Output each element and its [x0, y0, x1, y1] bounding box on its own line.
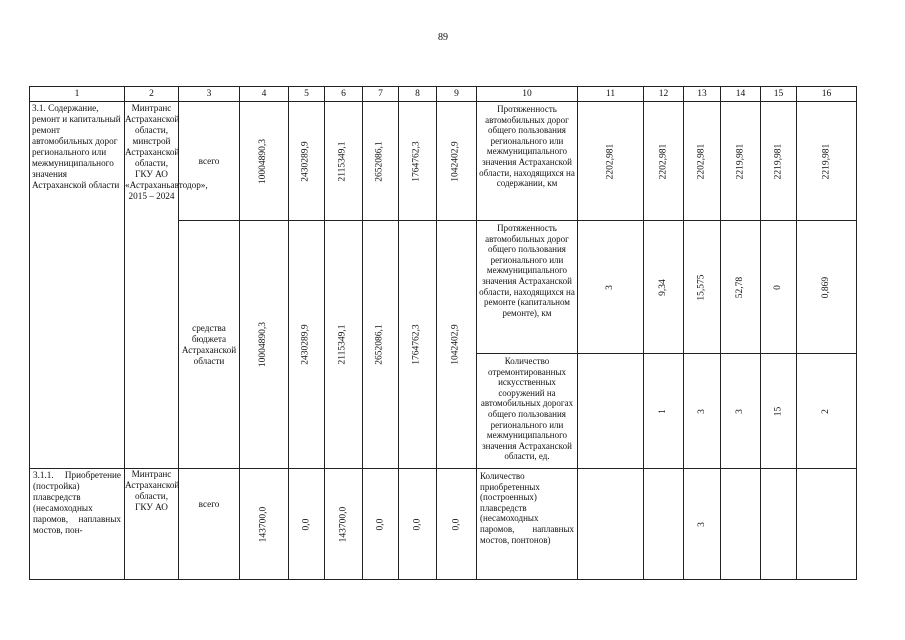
funding-source-cell: всего [179, 102, 240, 221]
indicator-value-cell [684, 102, 721, 221]
indicator-cell: Количество приобретенных (построенных) плавсредств (несамоходных паромов, наплавных мостов, понтонов) [477, 469, 578, 580]
measure-name-cell: 3.1. Содержание, ремонт и капитальный ремонт автомобильных дорог регионального или межмуниципального значения Астраханской области [30, 102, 125, 469]
value-cell [289, 221, 325, 469]
value-cell [399, 102, 437, 221]
indicator-cell: Протяженность автомобильных дорог общего пользования регионального или межмуниципального значения Астраханской области, находящихся на содержании, км [477, 102, 578, 221]
value-text: 143700,0 [338, 506, 348, 542]
indicator-value-cell [684, 221, 721, 354]
value-text: 1042402,9 [451, 140, 461, 182]
indicator-value-cell [721, 102, 761, 221]
indicator-value: 9,34 [658, 278, 668, 296]
value-text: 10004890,3 [258, 321, 269, 368]
indicator-value-cell [644, 469, 684, 580]
indicator-value-cell [797, 469, 857, 580]
indicator-value-cell [721, 469, 761, 580]
value-cell [325, 102, 363, 221]
value-text: 143700,0 [258, 506, 269, 542]
table-row [30, 102, 857, 221]
header-cell: 16 [797, 87, 857, 102]
value-cell [240, 102, 289, 221]
value-cell [363, 221, 399, 469]
header-row [30, 87, 857, 102]
value-cell [240, 221, 289, 469]
header-cell: 4 [240, 87, 289, 102]
indicator-value: 3 [696, 521, 707, 527]
indicator-value-cell [578, 102, 644, 221]
indicator-value: 2219,981 [773, 143, 783, 179]
indicator-value-cell [721, 354, 761, 469]
table-row [30, 469, 857, 580]
indicator-value-cell [578, 221, 644, 354]
indicator-cell: Количество отремонтированных искусственных сооружений на автомобильных дорогах общего пользования регионального или межмуниципального значения Астраханской области, ед. [477, 354, 578, 469]
funding-source-cell: средства бюджета Астраханской области [179, 221, 240, 469]
header-cell: 2 [125, 87, 179, 102]
value-cell [399, 221, 437, 469]
header-cell: 9 [437, 87, 477, 102]
value-text: 2652086,1 [375, 140, 385, 182]
indicator-value: 0,869 [821, 276, 831, 298]
value-text: 1764762,3 [412, 324, 422, 365]
indicator-value-cell [578, 354, 644, 469]
value-text: 2115349,1 [338, 140, 348, 182]
header-cell: 1 [30, 87, 125, 102]
indicator-value: 1 [658, 408, 668, 414]
header-cell: 14 [721, 87, 761, 102]
indicator-value-cell [761, 469, 797, 580]
indicator-value: 3 [605, 284, 615, 290]
value-text: 1764762,3 [412, 140, 422, 182]
indicator-value: 2202,981 [696, 143, 707, 179]
indicator-value-cell [684, 354, 721, 469]
executor-cell: Минтранс Астраханской области, ГКУ АО [125, 469, 179, 580]
indicator-value-cell [644, 221, 684, 354]
value-text: 0,0 [412, 518, 422, 530]
indicator-value-cell [797, 102, 857, 221]
value-text: 2430289,9 [301, 140, 311, 182]
header-cell: 3 [179, 87, 240, 102]
value-text: 2652086,1 [375, 324, 385, 365]
value-cell [240, 469, 289, 580]
measure-name-cell: 3.1.1. Приобретение (постройка) плавсредств (несамоходных паромов, наплавных мостов, пон- [30, 469, 125, 580]
header-cell: 7 [363, 87, 399, 102]
indicator-value-cell [721, 221, 761, 354]
value-cell [399, 469, 437, 580]
indicator-value: 2219,981 [735, 143, 745, 179]
value-cell [289, 469, 325, 580]
indicator-value: 2219,981 [821, 143, 831, 179]
value-cell [363, 469, 399, 580]
value-cell [325, 221, 363, 469]
indicator-value: 2 [821, 408, 831, 414]
value-text: 2115349,1 [338, 324, 348, 365]
value-text: 0,0 [375, 518, 385, 530]
header-cell: 15 [761, 87, 797, 102]
value-text: 1042402,9 [451, 324, 461, 365]
header-cell: 11 [578, 87, 644, 102]
header-cell: 6 [325, 87, 363, 102]
header-cell: 5 [289, 87, 325, 102]
indicator-value-cell [761, 354, 797, 469]
indicator-value-cell [578, 469, 644, 580]
header-cell: 13 [684, 87, 721, 102]
indicator-value: 2202,981 [605, 143, 615, 179]
indicator-value: 2202,981 [658, 143, 668, 179]
indicator-value: 0 [773, 284, 783, 290]
value-cell [437, 221, 477, 469]
indicator-value-cell [644, 354, 684, 469]
value-text: 0,0 [451, 518, 461, 530]
value-cell [289, 102, 325, 221]
indicator-value: 3 [696, 408, 707, 414]
indicator-value-cell [684, 469, 721, 580]
indicator-value: 15 [773, 406, 783, 416]
indicator-value-cell [797, 221, 857, 354]
indicator-value-cell [644, 102, 684, 221]
indicator-value-cell [761, 102, 797, 221]
header-cell: 12 [644, 87, 684, 102]
indicator-value-cell [797, 354, 857, 469]
value-cell [437, 102, 477, 221]
indicator-value: 3 [735, 408, 745, 414]
header-cell: 8 [399, 87, 437, 102]
indicator-value-cell [761, 221, 797, 354]
indicator-cell: Протяженность автомобильных дорог общего пользования регионального или межмуниципального значения Астраханской области, находящихся на ремонте (капитальном ремонте), км [477, 221, 578, 354]
indicator-value: 15,575 [696, 273, 707, 301]
value-text: 10004890,3 [258, 138, 269, 184]
value-cell [363, 102, 399, 221]
value-text: 2430289,9 [301, 324, 311, 365]
header-cell: 10 [477, 87, 578, 102]
indicator-value: 52,78 [735, 276, 745, 298]
value-text: 0,0 [301, 518, 311, 530]
executor-cell: Минтранс Астраханской области, минстрой Астраханской области, ГКУ АО «Астраханьавтодор», 2015 – 2024 [125, 102, 179, 469]
funding-source-cell: всего [179, 469, 240, 580]
value-cell [325, 469, 363, 580]
program-table [29, 86, 857, 580]
page-number: 89 [438, 32, 448, 43]
value-cell [437, 469, 477, 580]
